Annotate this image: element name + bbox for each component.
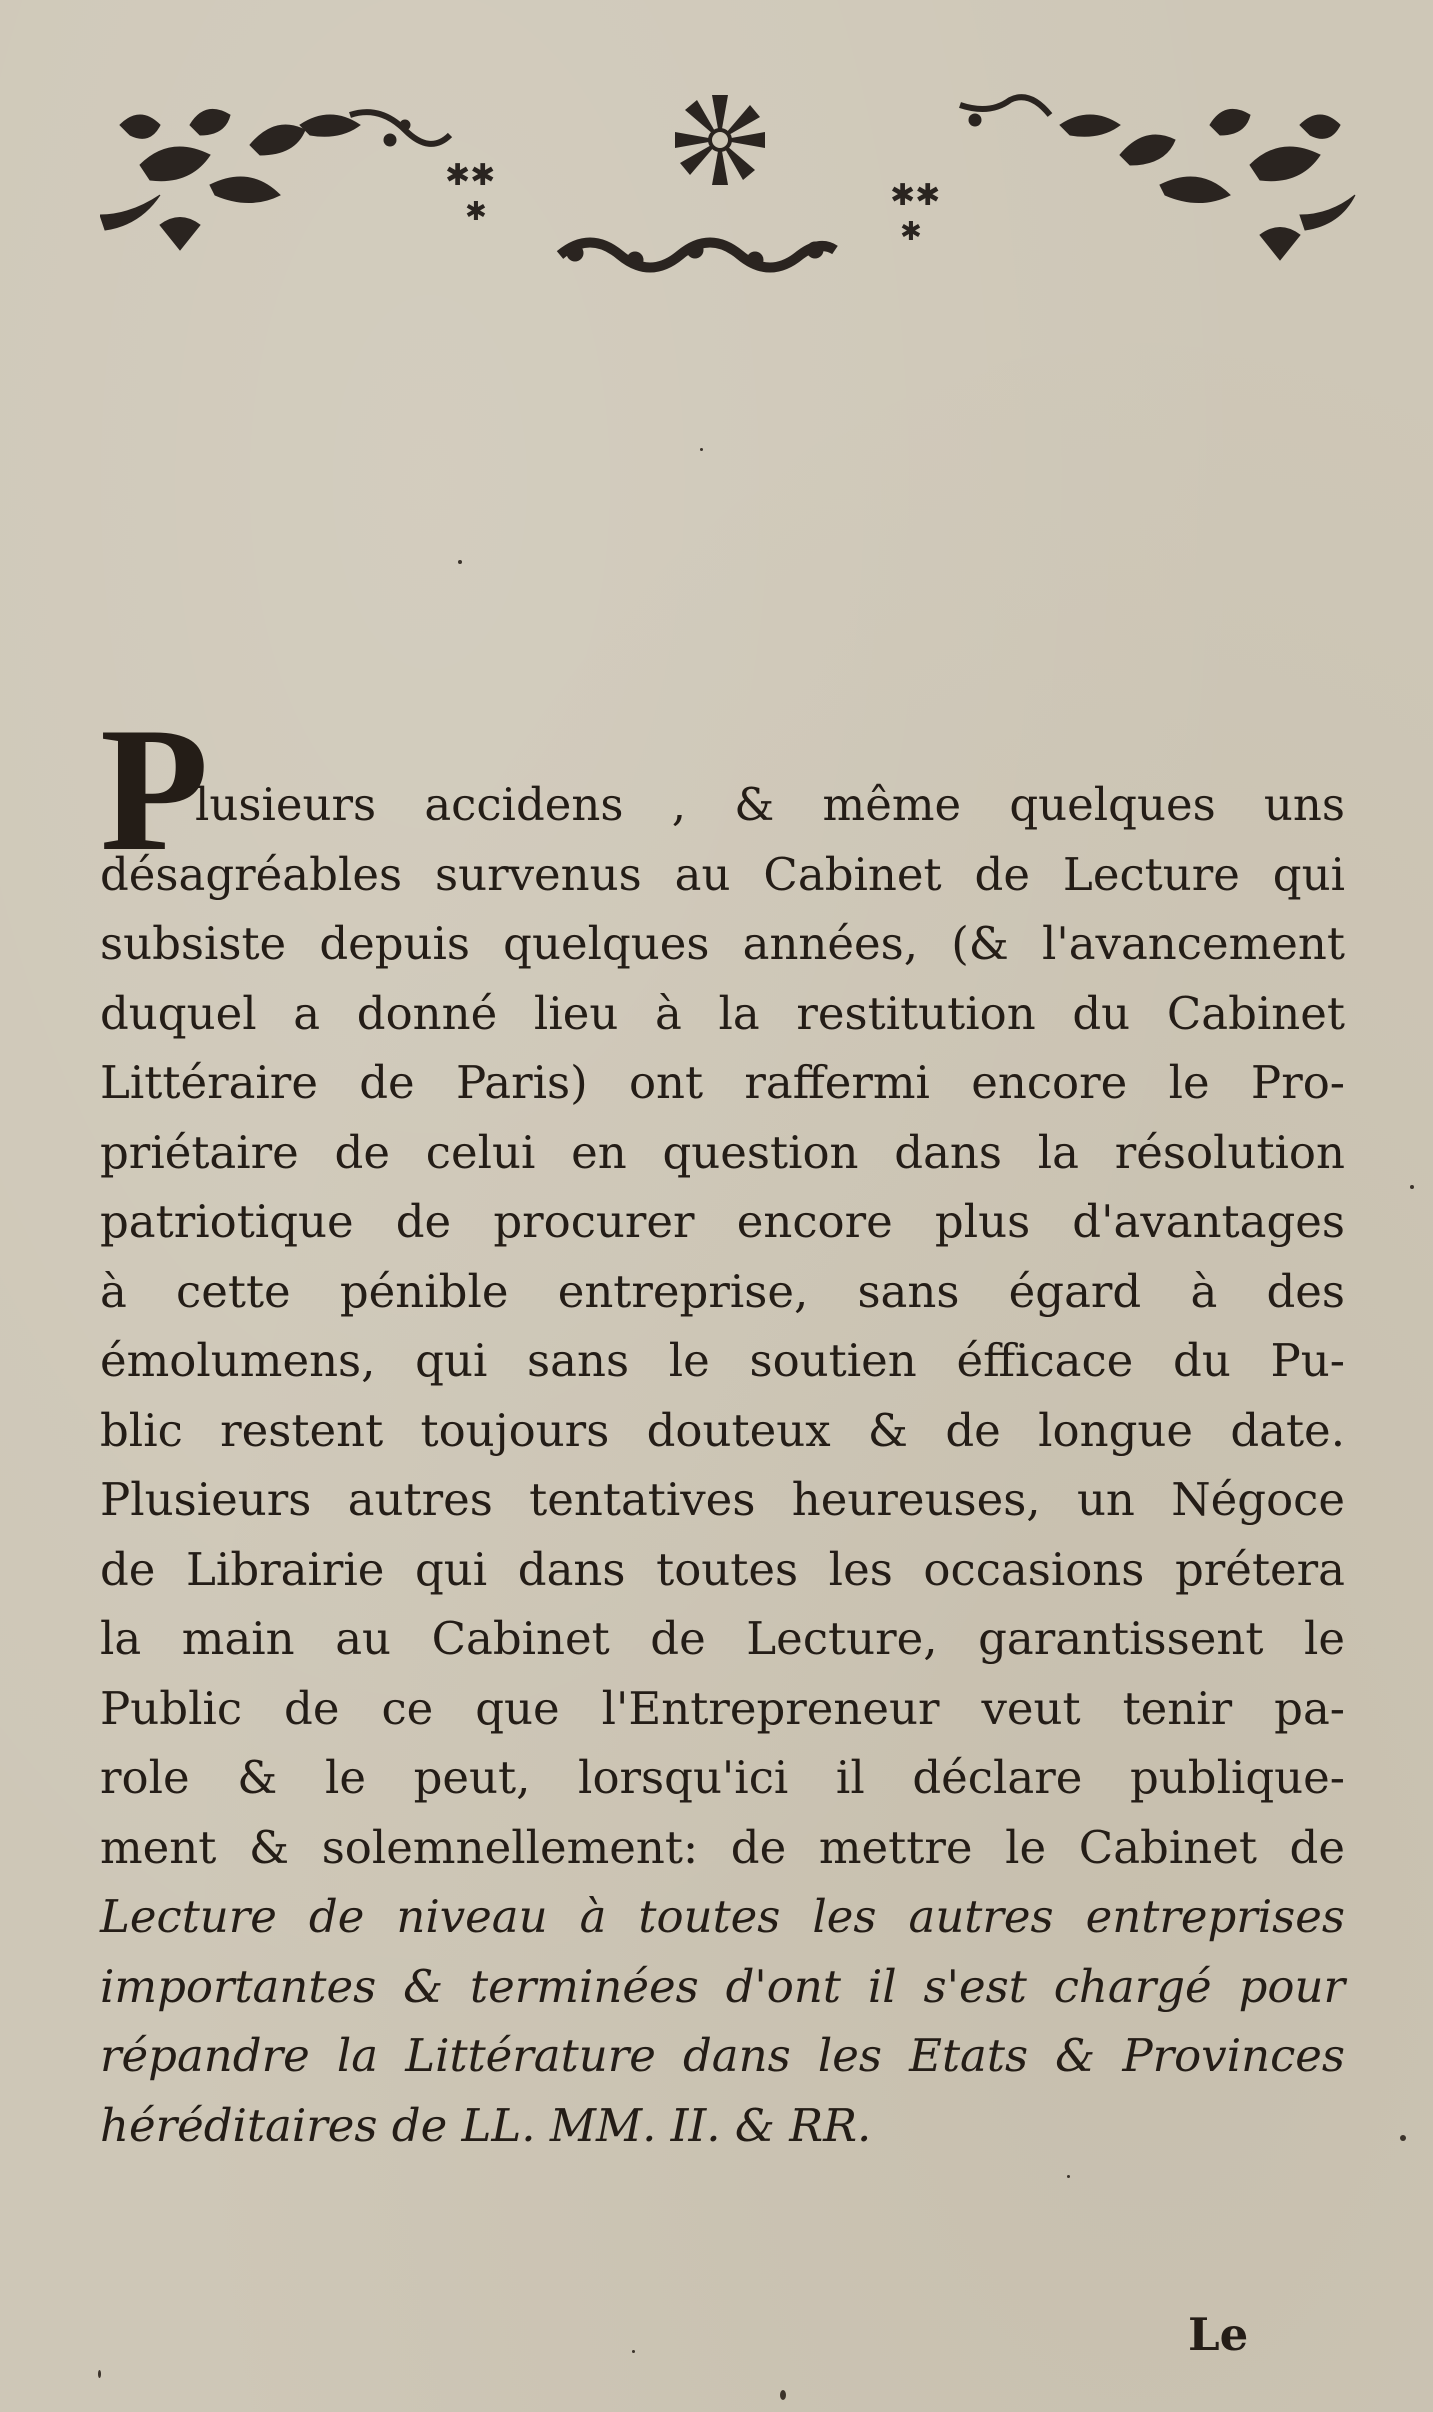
text-line-3: subsiste depuis quelques années, (& l'avancement xyxy=(100,917,1345,970)
text-line-18: importantes & terminées d'ont il s'est chargé pour xyxy=(100,1959,1345,2013)
drop-cap-letter: P xyxy=(100,690,209,888)
text-line-6: priétaire de celui en question dans la résolution xyxy=(100,1125,1345,1179)
small-star-cluster-right xyxy=(890,178,940,247)
center-garland-ornament xyxy=(560,242,835,268)
text-line-1: lusieurs accidens , & même quelques uns xyxy=(195,778,1345,831)
text-line-11: Plusieurs autres tentatives heureuses, un Négoce xyxy=(100,1473,1345,1526)
paper-speck xyxy=(700,448,703,451)
paper-speck xyxy=(98,2370,101,2378)
svg-text:✱: ✱ xyxy=(900,217,922,247)
text-line-15: role & le peut, lorsqu'ici il déclare publique- xyxy=(100,1751,1345,1804)
right-scroll-ornament xyxy=(960,97,1355,260)
text-line-10: blic restent toujours douteux & de longue date. xyxy=(100,1403,1345,1457)
paper-speck xyxy=(1410,1185,1414,1189)
floral-headpiece-ornament xyxy=(100,85,1360,315)
catchword: Le xyxy=(1188,2308,1249,2361)
text-line-5: Littéraire de Paris) ont raffermi encore le Pro- xyxy=(100,1056,1345,1109)
svg-text:✱✱: ✱✱ xyxy=(890,178,941,213)
paper-speck xyxy=(1067,2175,1070,2178)
small-star-cluster-left xyxy=(445,158,495,227)
text-line-17: Lecture de niveau à toutes les autres entreprises xyxy=(100,1890,1345,1943)
paper-speck xyxy=(1400,2135,1406,2141)
left-scroll-ornament xyxy=(100,109,450,250)
text-line-4: duquel a donné lieu à la restitution du Cabinet xyxy=(100,986,1345,1040)
text-line-14: Public de ce que l'Entrepreneur veut tenir pa- xyxy=(100,1681,1345,1735)
text-line-19: répandre la Littérature dans les Etats & Provinces xyxy=(100,2029,1345,2082)
text-line-7: patriotique de procurer encore plus d'avantages xyxy=(100,1195,1345,1248)
svg-text:✱✱: ✱✱ xyxy=(445,158,496,193)
text-line-9: émolumens, qui sans le soutien éfficace du Pu- xyxy=(100,1334,1345,1387)
svg-text:✱: ✱ xyxy=(465,197,487,227)
paper-speck xyxy=(458,560,462,564)
text-line-13: la main au Cabinet de Lecture, garantissent le xyxy=(100,1612,1345,1665)
text-line-16: ment & solemnellement: de mettre le Cabinet de xyxy=(100,1820,1345,1874)
text-line-20: héréditaires de LL. MM. II. & RR. xyxy=(100,2098,872,2152)
text-line-12: de Librairie qui dans toutes les occasions prétera xyxy=(100,1542,1345,1596)
text-line-2: désagréables survenus au Cabinet de Lecture qui xyxy=(100,847,1345,901)
text-line-8: à cette pénible entreprise, sans égard à des xyxy=(100,1264,1345,1318)
paper-speck xyxy=(632,2350,635,2353)
paper-speck xyxy=(780,2390,786,2400)
center-rosette-ornament xyxy=(675,95,765,185)
main-text-block xyxy=(100,690,1345,2160)
